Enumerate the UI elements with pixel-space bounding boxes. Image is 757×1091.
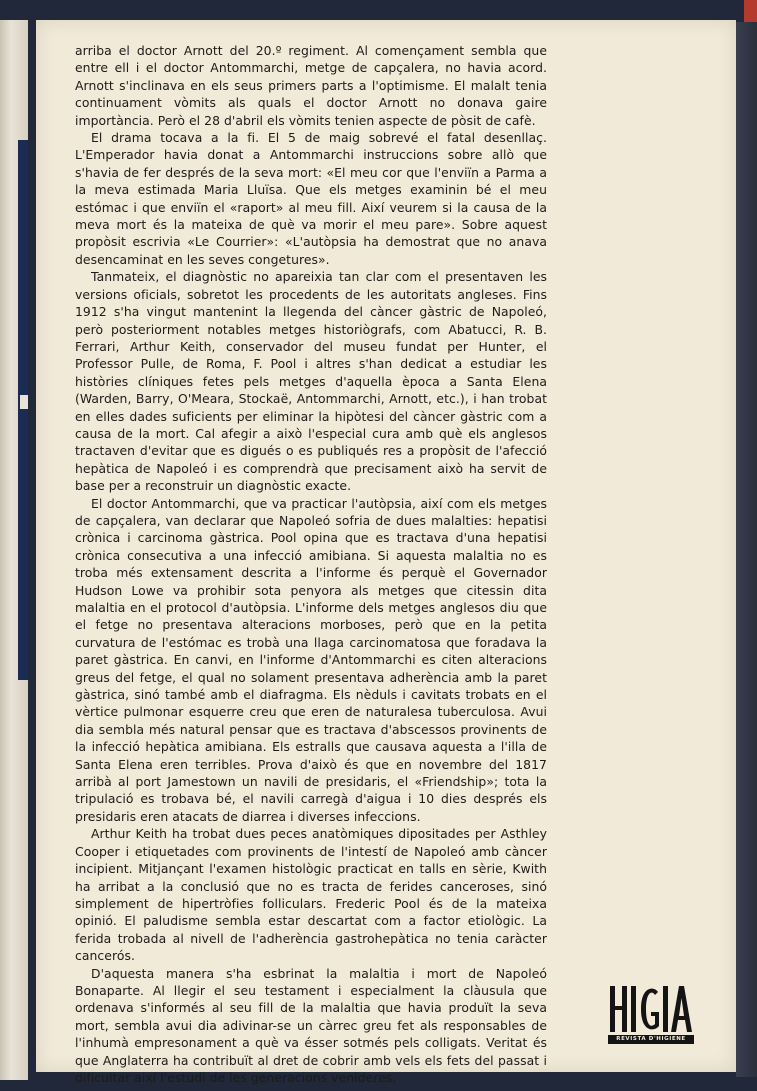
- paragraph-1: arriba el doctor Arnott del 20.º regiment. Al començament sembla que entre ell i el doctor Antommarchi, metge de capçalera, no havia acord. Arnott s'inclinava en els seus primers parts a l'optimisme. El malalt tenia continuament vòmits als quals el doctor Arnott no donava gaire importància. Però el 28 d'abril els vòmits tenien aspecte de pòsit de cafè.: [75, 43, 547, 128]
- paragraph-4: El doctor Antommarchi, que va practicar l'autòpsia, així com els metges de capçalera, van declarar que Napoleó sofria de dues malalties: hepatisi crònica i carcinoma gàstrica. Pool opina que es tractava d'una hepatisi crònica consecutiva a una infecció amibiana. Si aquesta malaltia no es troba més extensament descrita a l'informe és perquè el Governador Hudson Lowe va prohibir sota penyora als metges que citessin dita malaltia en el protocol d'autòpsia. L'informe dels metges anglesos diu que el fetge no presentava alteracions morboses, però que en la petita curvatura de l'estómac es trobà una llaga carcinomatosa que foradava la paret gàstrica. En canvi, en l'informe d'Antommarchi es citen alteracions greus del fetge, el qual no solament presentava adherència amb la paret gàstrica, sinó també amb el diafragma. Els nèduls i cavitats trobats en el vèrtice pulmonar esquerre creu que eren de naturalesa tuberculosa. Avui dia sembla més natural pensar que es tractava d'abscessos provinents de la infecció hepàtica amibiana. Els estralls que causava aquesta a l'illa de Santa Elena eren terribles. Prova d'això és que en novembre del 1817 arribà al port Jamestown un navili de presidaris, el «Friendship»; tota la tripulació es trobava bé, el navili carregà d'aigua i 10 dies després els presidaris eren atacats de diarrea i diverses infeccions.: [75, 495, 547, 824]
- article-body: [75, 42, 547, 1086]
- paragraph-3: Tanmateix, el diagnòstic no apareixia tan clar com el presentaven les versions oficials, sobretot les procedents de les autoritats angleses. Fins 1912 s'ha vingut mantenint la llegenda del càncer gàstric de Napoleó, però posteriorment notables metges historiògrafs, com Abatucci, R. B. Ferrari, Arthur Keith, conservador del museu fundat per Hunter, el Professor Pulle, de Roma, F. Pool i altres s'han dedicat a estudiar les històries clíniques fetes pels metges d'aquella època a Santa Elena (Warden, Barry, O'Meara, Stockaë, Antommarchi, Arnott, etc.), i han trobat en elles dades suficients per eliminar la hipòtesi del càncer gàstric com a causa de la mort. Cal afegir a això l'especial cura amb què els anglesos tractaven d'evitar que es digués o es publiqués res a propòsit de l'afecció hepàtica de Napoleó i es comprendrà que precisament això ha servit de base per a reconstruir un diagnòstic exacte.: [75, 269, 547, 494]
- spine-blue-band: [18, 140, 28, 680]
- paragraph-6: D'aquesta manera s'ha esbrinat la malaltia i mort de Napoleó Bonaparte. Al llegir el seu testament i especialment la clàusula que ordenava s'informés al seu fill de la malaltia que havia produït la seva mort, sembla avui dia adivinar-se un càrrec greu fet als responsables de l'inhumà empresonament a què va ésser sotmés pels colligats. Veritat és que Anglaterra ha contribuït al dret de cobrir amb vels els fets del passat i dificultar així l'estudi de les generacions venideres.: [75, 965, 547, 1085]
- book-spine-edge: [0, 20, 28, 1080]
- higia-logo: [608, 982, 694, 1040]
- page-right-edge: [736, 22, 757, 1077]
- logo-subtitle: REVISTA D'HIGIENE: [608, 1035, 694, 1044]
- paragraph-5: Arthur Keith ha trobat dues peces anatòmiques dipositades per Asthley Cooper i etiquetades com provinents de l'intestí de Napoleó amb càncer incipient. Mitjançant l'examen histològic practicat en talls en sèrie, Kwith ha arribat a la conclusió que no es tracta de ferides canceroses, sinó simplement de hipertròfies folliculars. Frederic Pool és de la mateixa opinió. El paludisme sembla estar descartat com a factor etiològic. La ferida trobada al nivell de l'adherència gastrohepàtica no tenia caràcter cancerós.: [75, 826, 547, 964]
- spine-mark: [20, 395, 28, 409]
- higia-logo-mark: [608, 982, 694, 1036]
- paragraph-2: El drama tocava a la fi. El 5 de maig sobrevé el fatal desenllaç. L'Emperador havia donat a Antommarchi instruccions sobre allò que s'havia de fer després de la seva mort: «El meu cor que l'enviïn a Parma a la meva estimada Maria Lluïsa. Que els metges examinin bé el meu estómac i que enviïn el «raport» al meu fill. Així veurem si la causa de la meva mort és la mateixa de què va morir el meu pare». Sobre aquest propòsit escrivia «Le Courrier»: «L'autòpsia ha demostrat que no anava desencaminat en les seves congetures».: [75, 130, 547, 267]
